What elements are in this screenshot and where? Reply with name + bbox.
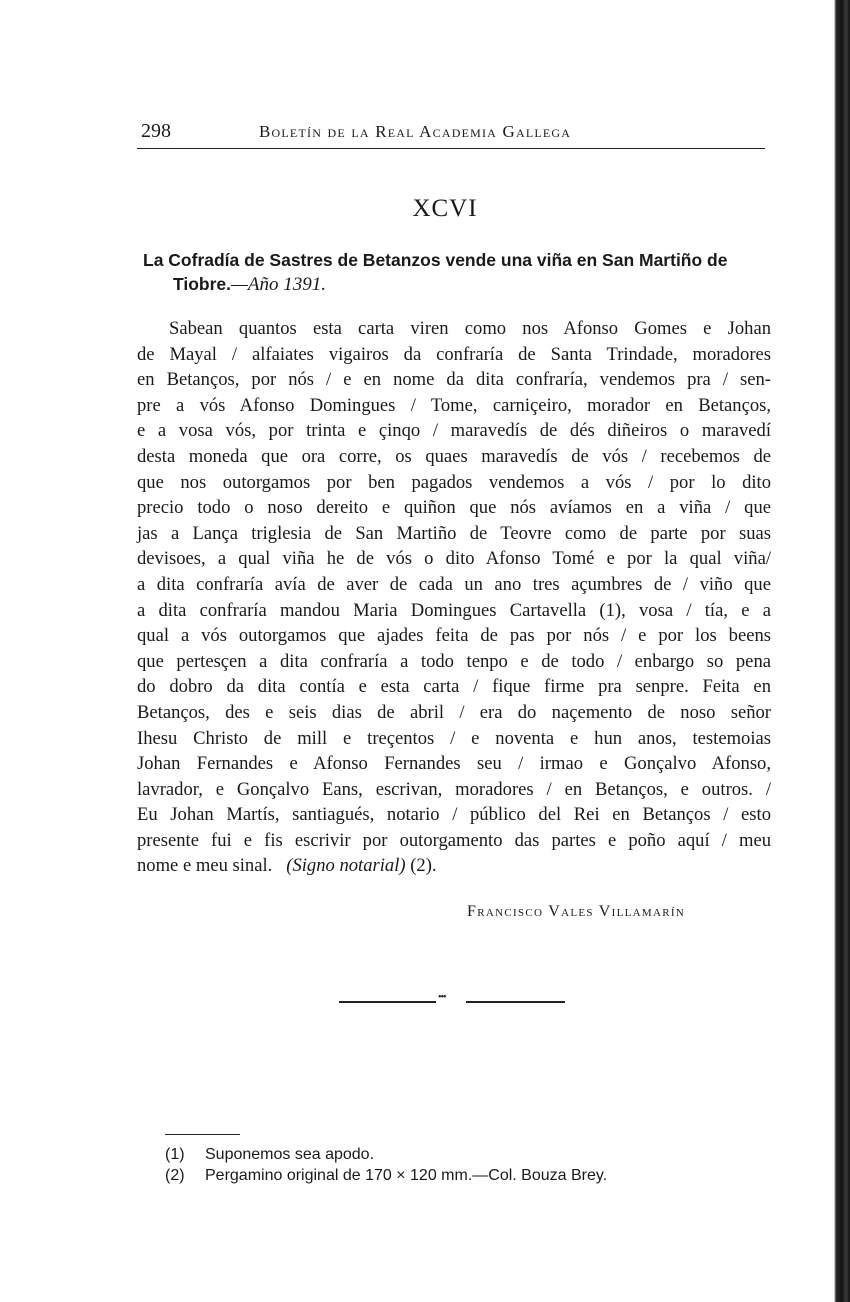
body-line: presente fui e fis escrivir por outorgamento das partes e poño aquí / meu xyxy=(137,829,771,851)
document-year: —Año 1391. xyxy=(231,274,327,295)
ornament-dots: ••• xyxy=(438,992,446,1003)
signo-notarial: (Signo notarial) xyxy=(286,855,406,877)
body-line: precio todo o noso dereito e quiñon que nós avíamos en a viña / que xyxy=(137,497,771,519)
body-line: Sabean quantos esta carta viren como nos Afonso Gomes e Johan xyxy=(169,318,771,339)
journal-title: Boletín de la Real Academia Gallega xyxy=(259,122,572,141)
page-number: 298 xyxy=(141,120,171,142)
body-line: lavrador, e Gonçalvo Eans, escrivan, moradores / en Betanços, e outros. / xyxy=(137,778,771,800)
body-line: Eu Johan Martís, santiagués, notario / público del Rei en Betanços / esto xyxy=(137,804,771,826)
running-head xyxy=(137,118,765,149)
body-line: desta moneda que ora corre, os quaes maravedís de vós / recebemos de xyxy=(137,445,771,467)
section-number: XCVI xyxy=(412,195,478,222)
footnotes xyxy=(165,1144,607,1186)
footnote-item xyxy=(165,1165,607,1186)
document-title-place: Tiobre. xyxy=(173,274,232,294)
body-line: Ihesu Christo de mill e treçentos / e noventa e hun anos, testemoias xyxy=(137,727,771,749)
footnote-ref: (2). xyxy=(410,855,437,877)
document-body xyxy=(137,316,771,879)
body-line: de Mayal / alfaiates vigairos da confraría de Santa Trindade, moradores xyxy=(137,343,771,365)
document-title-line1: La Cofradía de Sastres de Betanzos vende una viña en San Martiño de xyxy=(143,250,728,270)
body-line: devisoes, a qual viña he de vós o dito Afonso Tomé e por la qual viña/ xyxy=(137,548,771,570)
body-line: a dita confraría avía de aver de cada un ano tres açumbres de / viño que xyxy=(137,573,771,595)
footnote-item xyxy=(165,1144,607,1165)
footnote-text: Suponemos sea apodo. xyxy=(205,1146,375,1163)
author-signature: Francisco Vales Villamarín xyxy=(467,903,686,920)
body-line: Johan Fernandes e Afonso Fernandes seu / irmao e Gonçalvo Afonso, xyxy=(137,753,771,775)
footnote-rule xyxy=(165,1134,240,1135)
body-line: jas a Lança triglesia de San Martiño de Teovre como de parte por suas xyxy=(137,522,771,544)
ornament-rule-right xyxy=(466,1001,565,1003)
ornament-rule-left xyxy=(339,1001,436,1003)
footnote-mark: (1) xyxy=(165,1146,185,1163)
document-title xyxy=(143,248,773,297)
body-line: Betanços, des e seis dias de abril / era do naçemento de noso señor xyxy=(137,701,771,723)
document-title-line2 xyxy=(143,272,773,297)
body-line: en Betanços, por nós / e en nome da dita confraría, vendemos pra / sen- xyxy=(137,369,771,391)
body-line: qual a vós outorgamos que ajades feita de pas por nós / e por los beens xyxy=(137,625,771,647)
body-line: que nos outorgamos por ben pagados vendemos a vós / por lo dito xyxy=(137,471,771,493)
body-line: que pertesçen a dita confraría a todo tenpo e de todo / enbargo so pena xyxy=(137,650,771,672)
section-ornament xyxy=(339,992,565,1004)
footnote-mark: (2) xyxy=(165,1167,185,1184)
body-last-line xyxy=(137,853,771,879)
body-line: a dita confraría mandou Maria Domingues Cartavella (1), vosa / tía, e a xyxy=(137,599,771,621)
closing-text: nome e meu sinal. xyxy=(137,855,273,877)
body-line: e a vosa vós, por trinta e çinqo / maravedís de dés diñeiros o maravedí xyxy=(137,420,771,442)
footnote-text: Pergamino original de 170 × 120 mm.—Col. Bouza Brey. xyxy=(205,1167,608,1184)
body-line: pre a vós Afonso Domingues / Tome, carniçeiro, morador en Betanços, xyxy=(137,394,771,416)
body-line: do dobro da dita contía e esta carta / fique firme pra senpre. Feita en xyxy=(137,676,771,698)
